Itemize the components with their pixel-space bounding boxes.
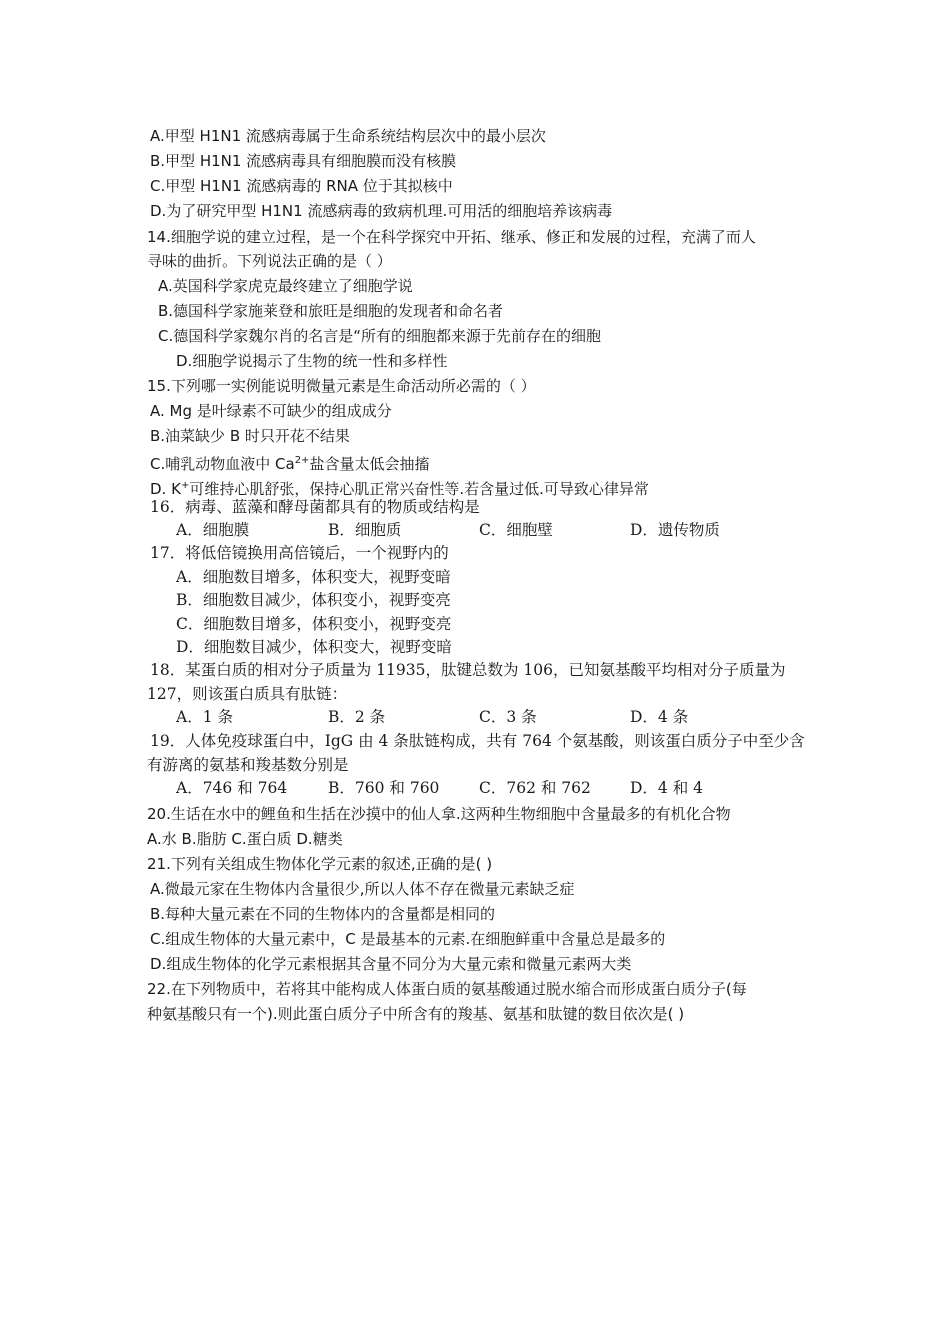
q15-option-a: A. Mg 是叶绿素不可缺少的组成成分 bbox=[150, 402, 392, 420]
q15-option-b: B.油菜缺少 B 时只开花不结果 bbox=[150, 427, 350, 445]
q16-option-c: C．细胞壁 bbox=[479, 521, 553, 539]
q19-option-c: C．762 和 762 bbox=[479, 779, 591, 797]
q18-option-a: A．1 条 bbox=[176, 708, 233, 726]
q17-option-a: A．细胞数目增多，体积变大，视野变暗 bbox=[176, 568, 451, 586]
q16-option-d: D．遗传物质 bbox=[630, 521, 720, 539]
q15-option-d: D. K+可维持心肌舒张，保持心肌正常兴奋性等.若含量过低.可导致心律异常 bbox=[150, 480, 649, 498]
q21-stem: 21.下列有关组成生物体化学元素的叙述,正确的是( ) bbox=[147, 855, 493, 873]
q15-stem: 15.下列哪一实例能说明微量元素是生命活动所必需的（ ） bbox=[147, 377, 536, 395]
q17-option-d: D．细胞数目减少，体积变大，视野变暗 bbox=[176, 638, 452, 656]
q14-stem-line-2: 寻味的曲折。下列说法正确的是（ ） bbox=[147, 252, 392, 270]
q16-stem: 16．病毒、蓝藻和酵母菌都具有的物质或结构是 bbox=[150, 498, 480, 516]
q14-option-c: C.德国科学家魏尔肖的名言是“所有的细胞都来源于先前存在的细胞 bbox=[158, 327, 602, 345]
q19-stem-line-2: 有游离的氨基和羧基数分别是 bbox=[147, 756, 349, 774]
q21-option-a: A.微最元家在生物体内含量很少,所以人体不存在微量元素缺乏症 bbox=[150, 880, 575, 898]
q19-stem-line-1: 19．人体免疫球蛋白中，IgG 由 4 条肽链构成，共有 764 个氨基酸，则该蛋白质分子中至少含 bbox=[150, 732, 805, 750]
q20-options: A.水 B.脂肪 C.蛋白质 D.糖类 bbox=[147, 830, 343, 848]
q14-stem-line-1: 14.细胞学说的建立过程，是一个在科学探究中开拓、继承、修正和发展的过程，充满了而人 bbox=[147, 228, 756, 246]
q14-option-d: D.细胞学说揭示了生物的统一性和多样性 bbox=[176, 352, 448, 370]
q16-option-b: B．细胞质 bbox=[328, 521, 402, 539]
q21-option-c: C.组成生物体的大量元素中，C 是最基本的元素.在细胞鲜重中含量总是最多的 bbox=[150, 930, 666, 948]
q19-option-b: B．760 和 760 bbox=[328, 779, 440, 797]
q18-stem-line-1: 18．某蛋白质的相对分子质量为 11935，肽键总数为 106，已知氨基酸平均相对分子质量为 bbox=[150, 661, 786, 679]
q13-option-a: A.甲型 H1N1 流感病毒属于生命系统结构层次中的最小层次 bbox=[150, 127, 546, 145]
q14-option-b: B.德国科学家施莱登和旅旺是细胞的发现者和命名者 bbox=[158, 302, 504, 320]
q18-option-d: D．4 条 bbox=[630, 708, 689, 726]
q17-stem: 17．将低倍镜换用高倍镜后，一个视野内的 bbox=[150, 544, 449, 562]
q18-stem-line-2: 127，则该蛋白质具有肽链： bbox=[147, 685, 348, 703]
q17-option-b: B．细胞数目减少，体积变小，视野变亮 bbox=[176, 591, 451, 609]
q22-stem-line-1: 22.在下列物质中，若将其中能构成人体蛋白质的氨基酸通过脱水缩合而形成蛋白质分子(每 bbox=[147, 980, 747, 998]
q18-option-c: C．3 条 bbox=[479, 708, 537, 726]
q17-option-c: C．细胞数目增多，体积变小，视野变亮 bbox=[176, 615, 452, 633]
q13-option-c: C.甲型 H1N1 流感病毒的 RNA 位于其拟核中 bbox=[150, 177, 453, 195]
q19-option-d: D．4 和 4 bbox=[630, 779, 704, 797]
q20-stem: 20.生话在水中的鲤鱼和生括在沙摸中的仙人拿.这两种生物细胞中含量最多的有机化合物 bbox=[147, 805, 731, 823]
q16-option-a: A．细胞膜 bbox=[176, 521, 250, 539]
q21-option-b: B.每种大量元素在不同的生物体内的含量都是相同的 bbox=[150, 905, 496, 923]
q18-option-b: B．2 条 bbox=[328, 708, 386, 726]
q15-option-c: C.哺乳动物血液中 $Ca^{2+}$盐含量太低会抽搐 bbox=[150, 455, 430, 473]
q19-option-a: A．746 和 764 bbox=[176, 779, 288, 797]
q13-option-d: D.为了研究甲型 H1N1 流感病毒的致病机理.可用活的细胞培养该病毒 bbox=[150, 202, 613, 220]
q22-stem-line-2: 种氨基酸只有一个).则此蛋白质分子中所含有的羧基、氨基和肽键的数目依次是( ) bbox=[147, 1005, 685, 1023]
q21-option-d: D.组成生物体的化学元素根据其含量不同分为大量元索和微量元素两大类 bbox=[150, 955, 632, 973]
q13-option-b: B.甲型 H1N1 流感病毒具有细胞膜而没有核膜 bbox=[150, 152, 457, 170]
q14-option-a: A.英国科学家虎克最终建立了细胞学说 bbox=[158, 277, 413, 295]
